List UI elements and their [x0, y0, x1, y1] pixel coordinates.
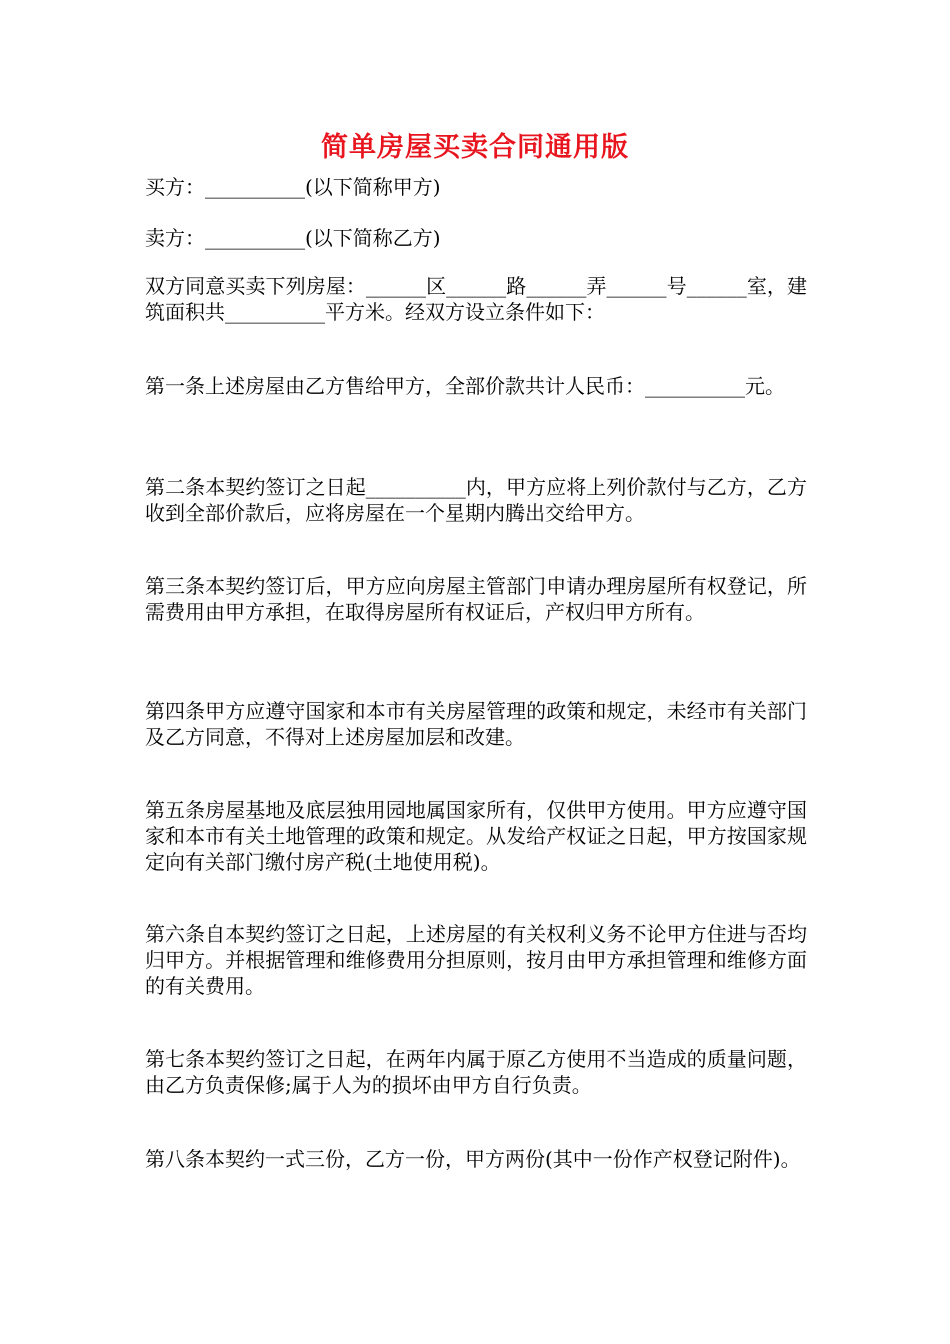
clause-6: 第六条自本契约签订之日起，上述房屋的有关权利义务不论甲方住进与否均归甲方。并根据管理和维修费用分担原则，按月由甲方承担管理和维修方面的有关费用。 [145, 922, 807, 998]
clause-2: 第二条本契约签订之日起__________内，甲方应将上列价款付与乙方，乙方收到全部价款后，应将房屋在一个星期内腾出交给甲方。 [145, 475, 807, 525]
clause-1: 第一条上述房屋由乙方售给甲方，全部价款共计人民币：__________元。 [145, 374, 785, 398]
clause-3: 第三条本契约签订后，甲方应向房屋主管部门申请办理房屋所有权登记，所需费用由甲方承担，在取得房屋所有权证后，产权归甲方所有。 [145, 574, 807, 624]
clause-7: 第七条本契约签订之日起，在两年内属于原乙方使用不当造成的质量问题，由乙方负责保修;属于人为的损坏由甲方自行负责。 [145, 1047, 807, 1097]
clause-5: 第五条房屋基地及底层独用园地属国家所有，仅供甲方使用。甲方应遵守国家和本市有关土地管理的政策和规定。从发给产权证之日起，甲方按国家规定向有关部门缴付房产税(土地使用税)。 [145, 798, 807, 874]
buyer-line: 买方：__________(以下简称甲方) [145, 175, 441, 199]
clause-4: 第四条甲方应遵守国家和本市有关房屋管理的政策和规定，未经市有关部门及乙方同意，不得对上述房屋加层和改建。 [145, 699, 807, 749]
seller-line: 卖方：__________(以下简称乙方) [145, 226, 441, 250]
clause-8: 第八条本契约一式三份，乙方一份，甲方两份(其中一份作产权登记附件)。 [145, 1147, 801, 1171]
document-title: 简单房屋买卖合同通用版 [321, 132, 629, 163]
property-description: 双方同意买卖下列房屋：______区______路______弄______号______室，建筑面积共__________平方米。经双方设立条件如下： [145, 274, 807, 324]
